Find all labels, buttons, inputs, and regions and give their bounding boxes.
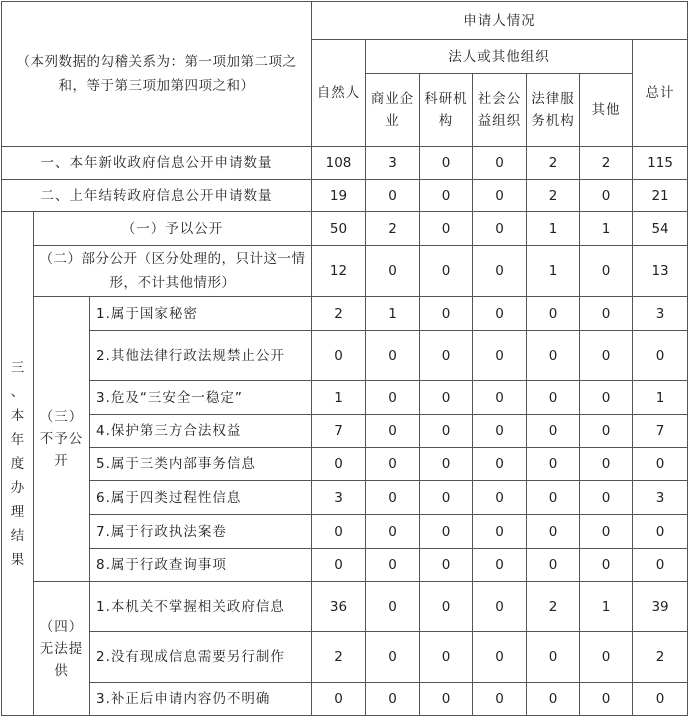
cell-value: 0 xyxy=(420,331,473,381)
cell-value: 0 xyxy=(312,549,366,582)
cell-value: 0 xyxy=(580,297,633,331)
applicant-situation-header: 申请人情况 xyxy=(312,2,688,40)
cell-value: 0 xyxy=(633,549,688,582)
row-not-open-6 xyxy=(2,481,688,515)
cell-value: 2 xyxy=(633,632,688,683)
cell-value: 0 xyxy=(420,582,473,632)
cell-value: 0 xyxy=(420,481,473,515)
cell-value: 0 xyxy=(312,515,366,549)
row-label: 一、本年新收政府信息公开申请数量 xyxy=(2,147,312,180)
cell-value: 1 xyxy=(527,212,580,246)
row-label: （二）部分公开（区分处理的，只计这一情形，不计其他情形） xyxy=(34,246,312,297)
cell-value: 0 xyxy=(366,448,420,481)
other-header: 其他 xyxy=(580,74,633,147)
cell-value: 1 xyxy=(527,246,580,297)
cell-value: 0 xyxy=(473,415,527,448)
cell-value: 0 xyxy=(420,683,473,716)
cell-value: 0 xyxy=(473,180,527,212)
cell-value: 3 xyxy=(633,297,688,331)
cell-value: 0 xyxy=(633,448,688,481)
cell-value: 0 xyxy=(527,297,580,331)
cell-value: 0 xyxy=(473,481,527,515)
cell-value: 0 xyxy=(420,415,473,448)
cell-value: 0 xyxy=(366,582,420,632)
cell-value: 0 xyxy=(527,381,580,415)
legal-service-header: 法律服务机构 xyxy=(527,74,580,147)
row-label: 7.属于行政执法案卷 xyxy=(90,515,312,549)
cell-value: 0 xyxy=(633,515,688,549)
cell-value: 0 xyxy=(580,415,633,448)
cell-value: 1 xyxy=(580,212,633,246)
cell-value: 2 xyxy=(527,582,580,632)
header-row-1 xyxy=(2,2,688,40)
cell-value: 0 xyxy=(366,180,420,212)
row-label: 4.保护第三方合法权益 xyxy=(90,415,312,448)
row-label: 3.补正后申请内容仍不明确 xyxy=(90,683,312,716)
row-not-open-5 xyxy=(2,448,688,481)
row-not-open-3 xyxy=(2,381,688,415)
cell-value: 2 xyxy=(366,212,420,246)
cell-value: 0 xyxy=(473,582,527,632)
row-not-open-1 xyxy=(2,297,688,331)
cell-value: 0 xyxy=(312,331,366,381)
cell-value: 0 xyxy=(420,147,473,180)
cell-value: 0 xyxy=(473,632,527,683)
cell-value: 0 xyxy=(420,515,473,549)
row-label: 2.其他法律行政法规禁止公开 xyxy=(90,331,312,381)
cell-value: 21 xyxy=(633,180,688,212)
total-header: 总计 xyxy=(633,40,688,147)
row-not-open-2 xyxy=(2,331,688,381)
cell-value: 0 xyxy=(580,331,633,381)
cell-value: 39 xyxy=(633,582,688,632)
row-label: 1.属于国家秘密 xyxy=(90,297,312,331)
cell-value: 0 xyxy=(633,683,688,716)
cell-value: 108 xyxy=(312,147,366,180)
cell-value: 0 xyxy=(580,481,633,515)
cell-value: 0 xyxy=(420,381,473,415)
cell-value: 0 xyxy=(420,632,473,683)
cell-value: 0 xyxy=(366,381,420,415)
note-cell: （本列数据的勾稽关系为：第一项加第二项之和，等于第三项加第四项之和） xyxy=(2,2,312,147)
cell-value: 54 xyxy=(633,212,688,246)
cell-value: 0 xyxy=(527,549,580,582)
cell-value: 0 xyxy=(366,515,420,549)
row-label: （一）予以公开 xyxy=(34,212,312,246)
cell-value: 0 xyxy=(527,632,580,683)
cell-value: 1 xyxy=(366,297,420,331)
row-new-received xyxy=(2,147,688,180)
row-label: 1.本机关不掌握相关政府信息 xyxy=(90,582,312,632)
cell-value: 0 xyxy=(473,381,527,415)
cell-value: 0 xyxy=(580,632,633,683)
cell-value: 0 xyxy=(527,448,580,481)
cell-value: 7 xyxy=(312,415,366,448)
cell-value: 0 xyxy=(420,448,473,481)
cell-value: 0 xyxy=(420,549,473,582)
cell-value: 0 xyxy=(527,415,580,448)
cell-value: 0 xyxy=(420,246,473,297)
cell-value: 2 xyxy=(527,147,580,180)
cell-value: 0 xyxy=(580,549,633,582)
cell-value: 0 xyxy=(366,415,420,448)
research-header: 科研机构 xyxy=(420,74,473,147)
cell-value: 0 xyxy=(366,632,420,683)
cell-value: 0 xyxy=(580,515,633,549)
cell-value: 0 xyxy=(580,448,633,481)
cell-value: 2 xyxy=(312,632,366,683)
cell-value: 0 xyxy=(580,180,633,212)
row-full-open xyxy=(2,212,688,246)
cell-value: 0 xyxy=(312,448,366,481)
cell-value: 0 xyxy=(527,683,580,716)
row-cannot-provide-2 xyxy=(2,632,688,683)
cell-value: 0 xyxy=(473,212,527,246)
cell-value: 3 xyxy=(633,481,688,515)
cell-value: 0 xyxy=(473,246,527,297)
row-not-open-4 xyxy=(2,415,688,448)
cell-value: 36 xyxy=(312,582,366,632)
row-label: 8.属于行政查询事项 xyxy=(90,549,312,582)
row-label: 3.危及“三安全一稳定” xyxy=(90,381,312,415)
cell-value: 0 xyxy=(473,331,527,381)
row-not-open-7 xyxy=(2,515,688,549)
row-label: 6.属于四类过程性信息 xyxy=(90,481,312,515)
cell-value: 3 xyxy=(366,147,420,180)
row-label: 5.属于三类内部事务信息 xyxy=(90,448,312,481)
cell-value: 2 xyxy=(580,147,633,180)
cell-value: 0 xyxy=(366,481,420,515)
cell-value: 2 xyxy=(312,297,366,331)
cell-value: 0 xyxy=(420,297,473,331)
cell-value: 0 xyxy=(473,448,527,481)
cell-value: 7 xyxy=(633,415,688,448)
cell-value: 1 xyxy=(312,381,366,415)
not-open-label: （三）不予公开 xyxy=(34,297,90,582)
cell-value: 0 xyxy=(527,331,580,381)
natural-person-header: 自然人 xyxy=(312,40,366,147)
cell-value: 0 xyxy=(527,515,580,549)
cell-value: 19 xyxy=(312,180,366,212)
cell-value: 0 xyxy=(473,147,527,180)
cell-value: 0 xyxy=(633,331,688,381)
cell-value: 2 xyxy=(527,180,580,212)
legal-person-group-header: 法人或其他组织 xyxy=(366,40,633,74)
cell-value: 0 xyxy=(366,549,420,582)
row-not-open-8 xyxy=(2,549,688,582)
row-label: 2.没有现成信息需要另行制作 xyxy=(90,632,312,683)
cell-value: 0 xyxy=(366,683,420,716)
cell-value: 0 xyxy=(580,683,633,716)
cell-value: 0 xyxy=(420,180,473,212)
cell-value: 0 xyxy=(473,297,527,331)
cannot-provide-label: （四）无法提供 xyxy=(34,582,90,716)
cell-value: 13 xyxy=(633,246,688,297)
cell-value: 115 xyxy=(633,147,688,180)
commercial-header: 商业企业 xyxy=(366,74,420,147)
cell-value: 0 xyxy=(473,683,527,716)
cell-value: 1 xyxy=(633,381,688,415)
cell-value: 0 xyxy=(473,549,527,582)
row-cannot-provide-3 xyxy=(2,683,688,716)
cell-value: 0 xyxy=(580,246,633,297)
cell-value: 0 xyxy=(420,212,473,246)
cell-value: 3 xyxy=(312,481,366,515)
cell-value: 50 xyxy=(312,212,366,246)
row-partial-open xyxy=(2,246,688,297)
cell-value: 0 xyxy=(527,481,580,515)
disclosure-statistics-table xyxy=(1,1,688,716)
cell-value: 1 xyxy=(580,582,633,632)
cell-value: 12 xyxy=(312,246,366,297)
cell-value: 0 xyxy=(580,381,633,415)
cell-value: 0 xyxy=(366,246,420,297)
row-cannot-provide-1 xyxy=(2,582,688,632)
section3-label: 三 、 本 年 度 办 理 结 果 xyxy=(2,212,34,716)
cell-value: 0 xyxy=(473,515,527,549)
row-label: 二、上年结转政府信息公开申请数量 xyxy=(2,180,312,212)
cell-value: 0 xyxy=(366,331,420,381)
row-carried-over xyxy=(2,180,688,212)
cell-value: 0 xyxy=(312,683,366,716)
social-welfare-header: 社会公益组织 xyxy=(473,74,527,147)
